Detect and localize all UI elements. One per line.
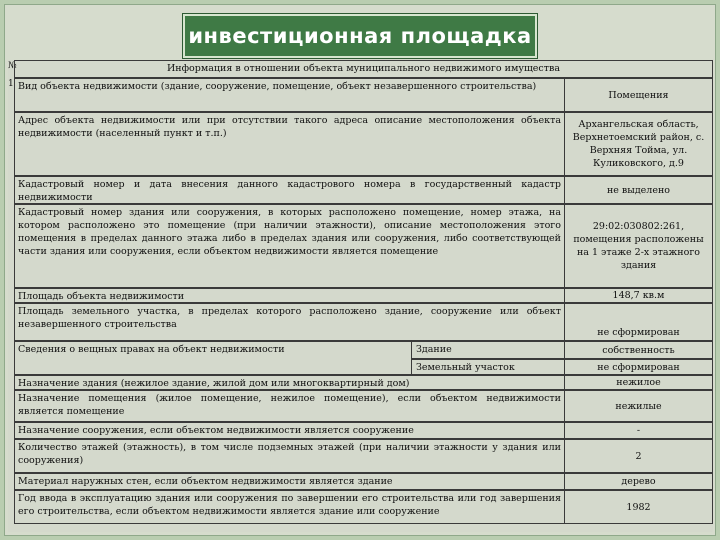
table-header-row bbox=[8, 60, 713, 78]
rights-land-label: Земельный участок bbox=[412, 359, 565, 375]
row-label: Назначение сооружения, если объектом недвижимости является сооружение bbox=[14, 422, 565, 439]
row-number: 1 bbox=[8, 79, 14, 89]
info-table bbox=[8, 60, 713, 532]
row-label: Количество этажей (этажность), в том числе подземных этажей (при наличии этажности у здания или сооружения) bbox=[14, 439, 565, 473]
table-row bbox=[8, 204, 713, 288]
row-value: нежилые bbox=[565, 390, 713, 422]
row-label: Адрес объекта недвижимости или при отсутствии такого адреса описание местоположения объекта недвижимости (населенный пункт и т.п.) bbox=[14, 112, 565, 176]
table-row bbox=[8, 78, 713, 112]
table-row bbox=[8, 303, 713, 341]
slide-title: инвестиционная площадка bbox=[188, 24, 532, 48]
row-value: 1982 bbox=[565, 490, 713, 524]
row-label: Кадастровый номер здания или сооружения, в которых расположено помещение, номер этажа, на котором расположено это помещение (при наличии этажности), описание местоположения этого помещения в пределах данного этажа либо в пределах здания или сооружения, либо соответствующей части здания или сооружения, если объектом недвижимости является помещение bbox=[14, 204, 565, 288]
header-number: № bbox=[8, 61, 17, 71]
row-value: 2 bbox=[565, 439, 713, 473]
header-label: Информация в отношении объекта муниципального недвижимого имущества bbox=[14, 60, 713, 78]
table-row bbox=[8, 288, 713, 303]
row-label: Площадь земельного участка, в пределах которого расположено здание, сооружение или объект незавершенного строительства bbox=[14, 303, 565, 341]
row-value: 148,7 кв.м bbox=[565, 288, 713, 303]
row-value: не сформирован bbox=[565, 303, 713, 341]
table-row bbox=[8, 375, 713, 390]
table-row bbox=[8, 422, 713, 439]
row-value: Архангельская область, Верхнетоемский район, с. Верхняя Тойма, ул. Куликовского, д.9 bbox=[565, 112, 713, 176]
table-row bbox=[8, 439, 713, 473]
rights-building-value: собственность bbox=[565, 341, 713, 359]
table-row bbox=[8, 490, 713, 524]
row-label: Назначение помещения (жилое помещение, нежилое помещение), если объектом недвижимости является помещение bbox=[14, 390, 565, 422]
table-row bbox=[8, 473, 713, 490]
row-value: не выделено bbox=[565, 176, 713, 204]
table-row bbox=[8, 390, 713, 422]
row-value: 29:02:030802:261, помещения расположены на 1 этаже 2-х этажного здания bbox=[565, 204, 713, 288]
row-label: Материал наружных стен, если объектом недвижимости является здание bbox=[14, 473, 565, 490]
row-label: Год ввода в эксплуатацию здания или сооружения по завершении его строительства или год завершения его строительства, если объектом недвижимости является здание или сооружение bbox=[14, 490, 565, 524]
row-label: Кадастровый номер и дата внесения данного кадастрового номера в государственный кадастр недвижимости bbox=[14, 176, 565, 204]
rights-land-value: не сформирован bbox=[565, 359, 713, 375]
row-label: Назначение здания (нежилое здание, жилой дом или многоквартирный дом) bbox=[14, 375, 565, 390]
rights-building-label: Здание bbox=[412, 341, 565, 359]
row-label: Площадь объекта недвижимости bbox=[14, 288, 565, 303]
row-value: дерево bbox=[565, 473, 713, 490]
row-label: Вид объекта недвижимости (здание, сооружение, помещение, объект незавершенного строительства) bbox=[14, 78, 565, 112]
row-label: Сведения о вещных правах на объект недвижимости bbox=[14, 341, 412, 375]
row-value: - bbox=[565, 422, 713, 439]
table-row bbox=[8, 176, 713, 204]
slide-title-bar bbox=[183, 14, 537, 58]
table-row-rights bbox=[8, 341, 713, 375]
row-value: нежилое bbox=[565, 375, 713, 390]
table-row bbox=[8, 112, 713, 176]
row-value: Помещения bbox=[565, 78, 713, 112]
